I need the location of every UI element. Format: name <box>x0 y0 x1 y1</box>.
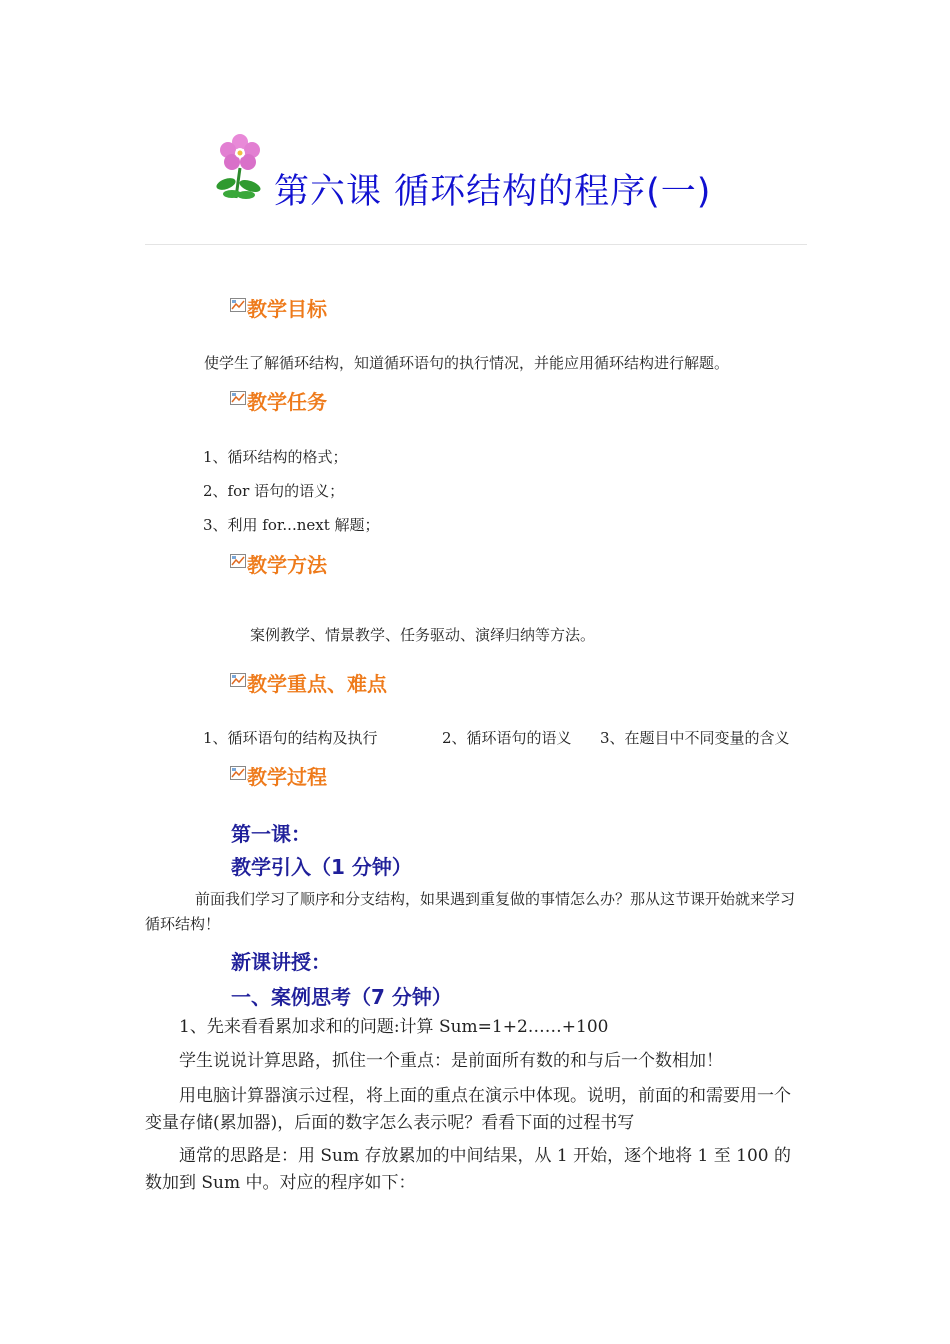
broken-image-icon <box>230 554 246 568</box>
broken-image-icon <box>230 391 246 405</box>
goal-text: 使学生了解循环结构，知道循环语句的执行情况，并能应用循环结构进行解题。 <box>204 354 730 372</box>
paragraph: 通常的思路是：用 Sum 存放累加的中间结果，从 1 开始，逐个地将 1 至 100 的数加到 Sum 中。对应的程序如下： <box>145 1146 792 1193</box>
broken-image-icon <box>230 298 246 312</box>
broken-image-icon <box>230 766 246 780</box>
key-point: 1、循环语句的结构及执行 <box>203 729 378 747</box>
section-heading: 教学方法 <box>247 553 327 577</box>
section-heading: 教学目标 <box>247 297 327 321</box>
new-lesson-heading: 新课讲授： <box>231 950 331 974</box>
task-item: 2、for 语句的语义； <box>203 482 345 500</box>
intro-heading: 教学引入（1 分钟） <box>231 855 412 879</box>
case-heading: 一、案例思考（7 分钟） <box>231 985 452 1009</box>
paragraph: 学生说说计算思路，抓住一个重点：是前面所有数的和与后一个数相加！ <box>179 1051 723 1071</box>
section-heading: 教学过程 <box>247 765 327 789</box>
intro-text: 前面我们学习了顺序和分支结构，如果遇到重复做的事情怎么办？那从这节课开始就来学习循环结构！ <box>145 890 796 933</box>
method-text: 案例教学、情景教学、任务驱动、演绎归纳等方法。 <box>250 626 596 644</box>
key-point: 3、在题目中不同变量的含义 <box>600 729 790 747</box>
flower-icon <box>212 132 268 204</box>
title-block <box>212 132 772 212</box>
paragraph: 用电脑计算器演示过程，将上面的重点在演示中体现。说明，前面的和需要用一个变量存储(累加器)，后面的数字怎么表示呢？看看下面的过程书写 <box>145 1086 791 1133</box>
key-point: 2、循环语句的语义 <box>442 729 572 747</box>
section-heading: 教学任务 <box>247 390 327 414</box>
divider <box>145 244 807 245</box>
task-item: 3、利用 for...next 解题； <box>203 516 380 534</box>
paragraph: 1、先来看看累加求和的问题:计算 Sum=1+2……+100 <box>179 1017 609 1037</box>
page-title: 第六课 循环结构的程序(一) <box>274 172 712 212</box>
section-heading: 教学重点、难点 <box>247 672 387 696</box>
broken-image-icon <box>230 673 246 687</box>
lesson-heading: 第一课： <box>231 822 311 846</box>
task-item: 1、循环结构的格式； <box>203 448 348 466</box>
